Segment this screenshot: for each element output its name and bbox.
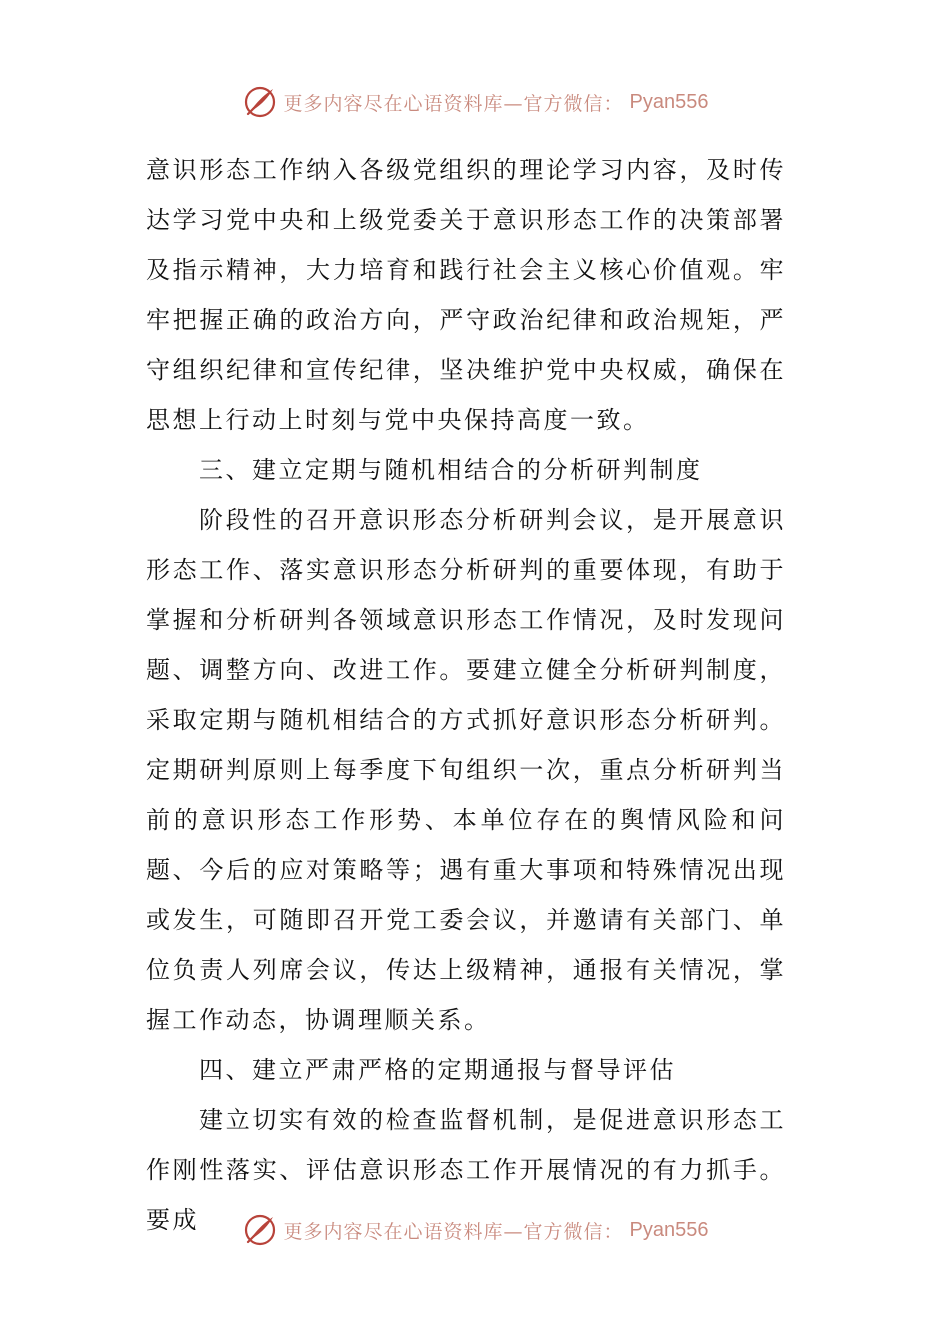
header-banner-text: 更多内容尽在心语资料库—官方微信： (283, 92, 624, 115)
section-heading-3: 三、建立定期与随机相结合的分析研判制度 (199, 456, 703, 484)
header-banner (0, 80, 950, 124)
footer-banner-wechat-id: Pyan556 (629, 1218, 709, 1241)
document-body (146, 145, 786, 1245)
footer-banner (0, 1208, 950, 1252)
header-banner-wechat-id: Pyan556 (629, 90, 709, 113)
paragraph-2: 阶段性的召开意识形态分析研判会议，是开展意识形态工作、落实意识形态分析研判的重要体现，有助于掌握和分析研判各领域意识形态工作情况，及时发现问题、调整方向、改进工作。要建立健全分析研判制度，采取定期与随机相结合的方式抓好意识形态分析研判。定期研判原则上每季度下旬组织一次，重点分析研判当前的意识形态工作形势、本单位存在的舆情风险和问题、今后的应对策略等；遇有重大事项和特殊情况出现或发生，可随即召开党工委会议，并邀请有关部门、单位负责人列席会议，传达上级精神，通报有关情况，掌握工作动态，协调理顺关系。 (146, 506, 786, 1034)
paragraph-1: 意识形态工作纳入各级党组织的理论学习内容，及时传达学习党中央和上级党委关于意识形态工作的决策部署及指示精神，大力培育和践行社会主义核心价值观。牢牢把握正确的政治方向，严守政治纪律和政治规矩，严守组织纪律和宣传纪律，坚决维护党中央权威，确保在思想上行动上时刻与党中央保持高度一致。 (146, 156, 786, 434)
section-heading-4: 四、建立严肃严格的定期通报与督导评估 (199, 1056, 676, 1084)
quill-logo-icon (242, 84, 278, 120)
footer-banner-text: 更多内容尽在心语资料库—官方微信： (283, 1220, 624, 1243)
paragraph-3: 建立切实有效的检查监督机制，是促进意识形态工作刚性落实、评估意识形态工作开展情况的有力抓手。要成 (146, 1106, 786, 1234)
quill-logo-icon (242, 1212, 278, 1248)
